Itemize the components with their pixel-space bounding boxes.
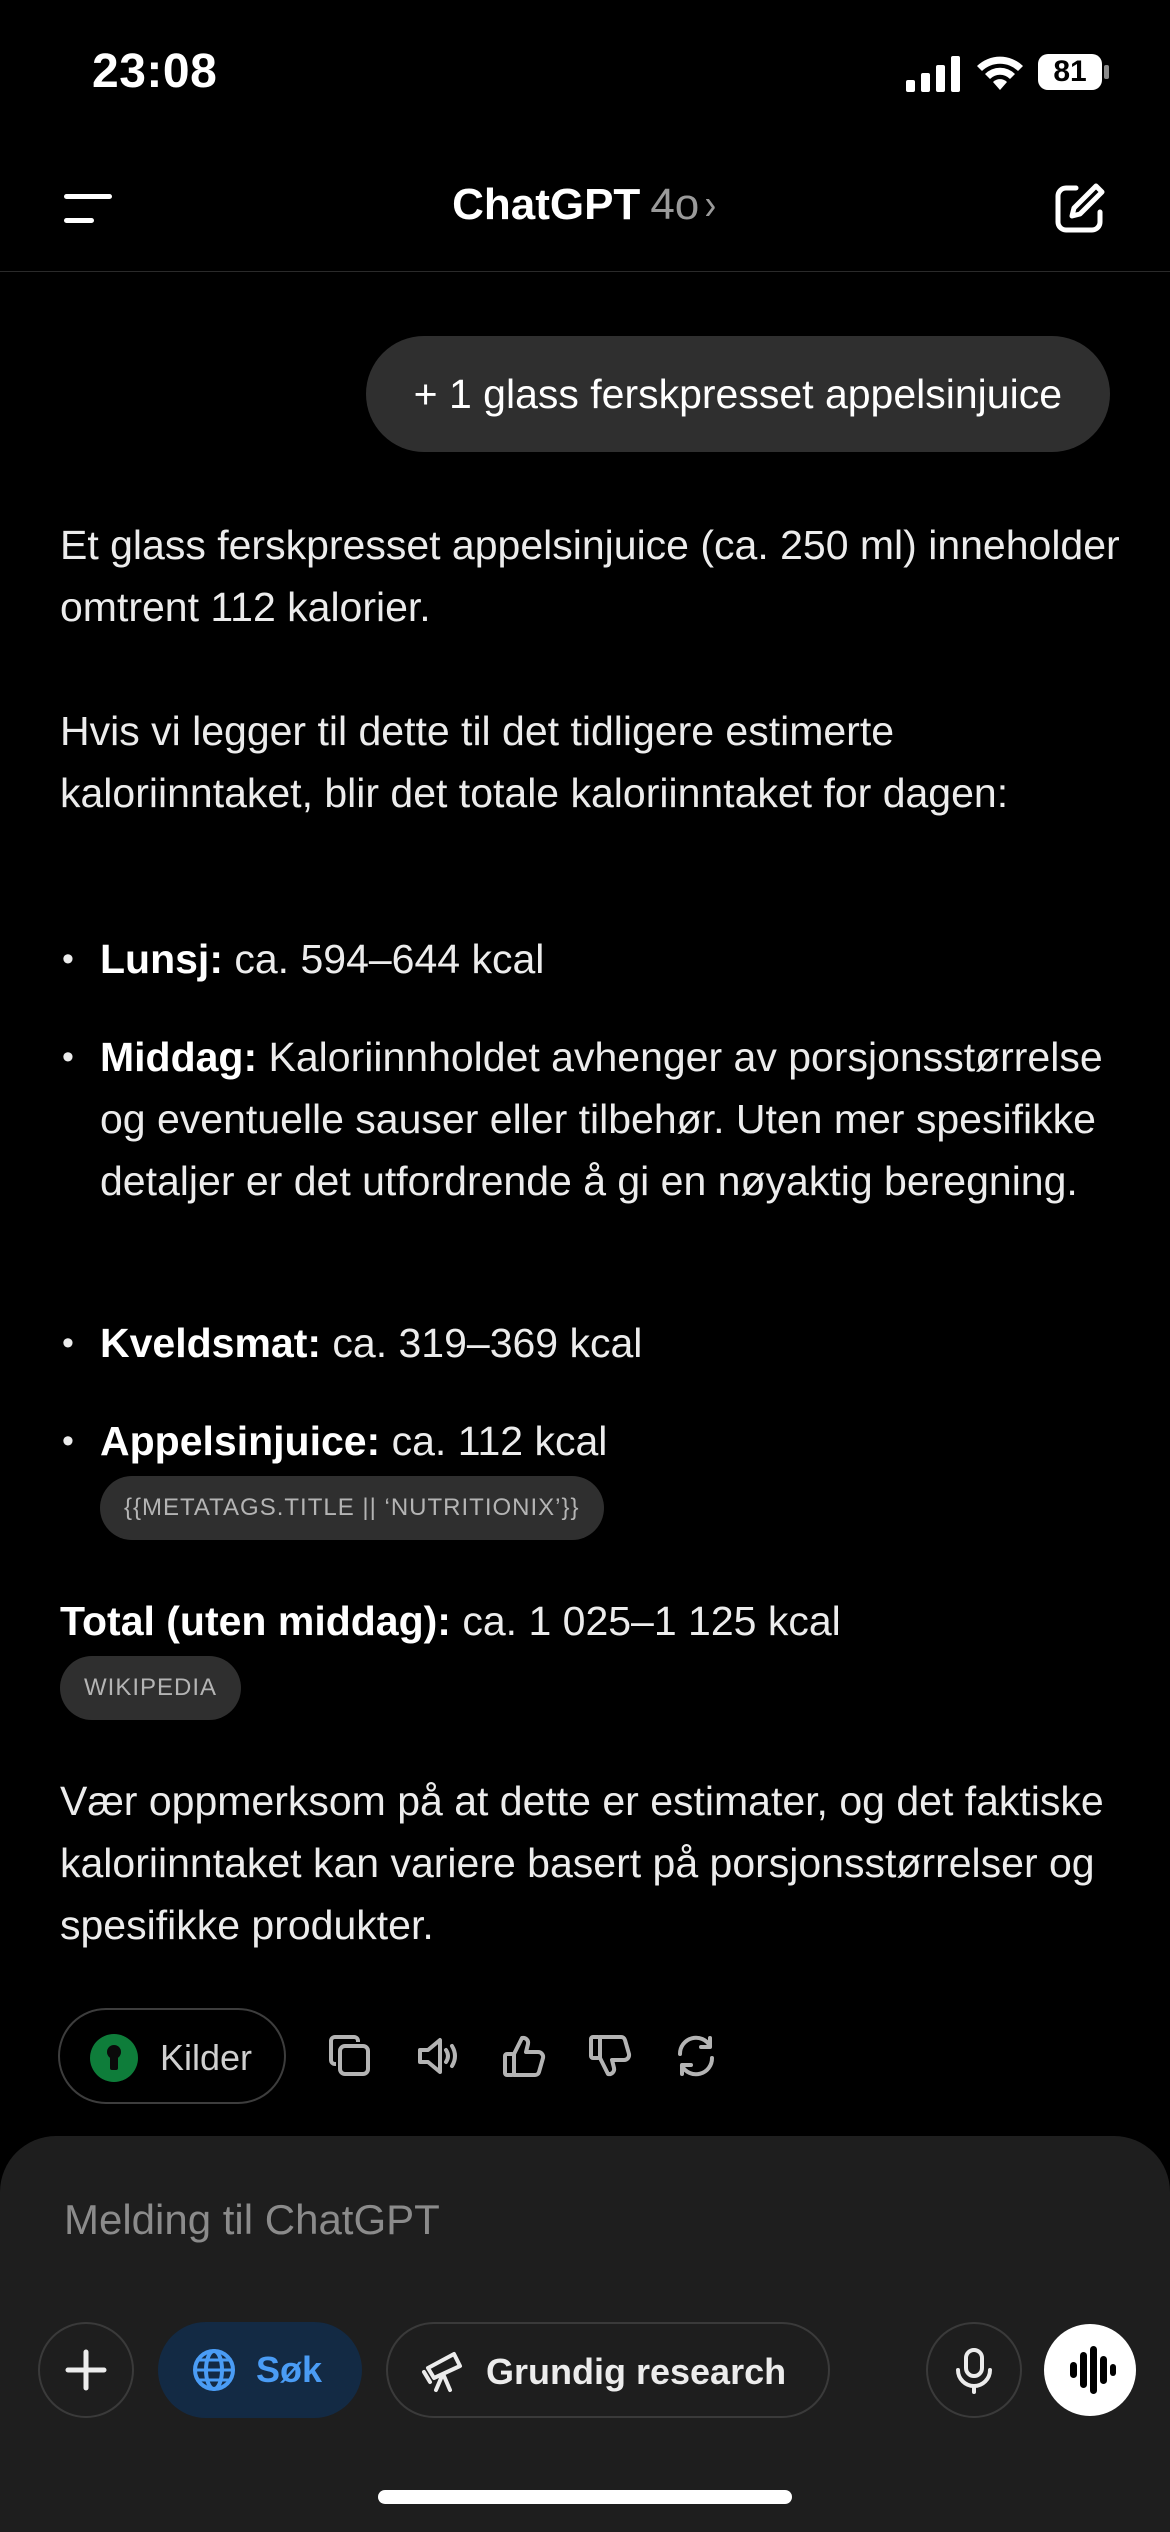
list-item bbox=[60, 1026, 1120, 1212]
list-item bbox=[60, 1410, 1120, 1472]
cellular-signal-icon bbox=[906, 56, 962, 92]
assistant-paragraph: Vær oppmerksom på at dette er estimater, og det faktiske kaloriinntaket kan variere basert på porsjonsstørrelser og spesifikke produkter. bbox=[60, 1778, 1104, 1948]
wifi-icon bbox=[975, 52, 1025, 92]
status-bar bbox=[0, 0, 1170, 150]
user-message-bubble: + 1 glass ferskpresset appelsinjuice bbox=[366, 336, 1110, 452]
assistant-paragraph: Et glass ferskpresset appelsinjuice (ca. 250 ml) inneholder omtrent 112 kalorier. bbox=[60, 522, 1120, 630]
composer bbox=[0, 2136, 1170, 2532]
model-selector[interactable] bbox=[0, 180, 1170, 230]
list-item-label: Kveldsmat: bbox=[100, 1320, 322, 1366]
thumbs-up-icon[interactable] bbox=[500, 2032, 548, 2080]
list-item-text: ca. 594–644 kcal bbox=[222, 936, 545, 982]
message-input[interactable] bbox=[64, 2196, 1064, 2244]
list-item bbox=[60, 928, 1120, 990]
list-item-label: Middag: bbox=[100, 1034, 258, 1080]
chevron-right-icon: › bbox=[704, 180, 717, 229]
list-item-text: Kaloriinnholdet avhenger av porsjonsstørrelse og eventuelle sauser eller tilbehør. Uten mer spesifikke detaljer er det utfordrende å gi en nøyaktig beregning. bbox=[100, 1034, 1103, 1204]
app-title: ChatGPT bbox=[452, 180, 641, 229]
assistant-paragraph: Hvis vi legger til dette til det tidligere estimerte kaloriinntaket, blir det totale kaloriinntaket for dagen: bbox=[60, 708, 1009, 816]
battery-level: 81 bbox=[1053, 55, 1087, 88]
deep-research-button[interactable] bbox=[386, 2322, 830, 2418]
list-item-label: Appelsinjuice: bbox=[100, 1418, 381, 1464]
list-item bbox=[60, 1312, 1120, 1374]
search-button[interactable] bbox=[158, 2322, 362, 2418]
home-indicator bbox=[378, 2490, 792, 2504]
total-label: Total (uten middag): bbox=[60, 1598, 451, 1644]
list-item-label: Lunsj: bbox=[100, 936, 223, 982]
voice-mode-icon bbox=[1044, 2324, 1136, 2416]
plus-icon bbox=[38, 2322, 134, 2418]
citation-chip[interactable]: WIKIPEDIA bbox=[60, 1656, 241, 1720]
telescope-icon bbox=[420, 2346, 468, 2394]
deep-research-label: Grundig research bbox=[486, 2351, 787, 2392]
model-name: 4o bbox=[650, 180, 700, 229]
attach-button[interactable] bbox=[38, 2322, 134, 2418]
dictate-button[interactable] bbox=[926, 2322, 1022, 2418]
microphone-icon bbox=[926, 2322, 1022, 2418]
speaker-icon[interactable] bbox=[414, 2032, 462, 2080]
total-value: ca. 1 025–1 125 kcal bbox=[450, 1598, 841, 1644]
sources-label: Kilder bbox=[160, 2037, 253, 2078]
source-favicon-icon bbox=[90, 2034, 138, 2082]
voice-mode-button[interactable] bbox=[1044, 2324, 1136, 2416]
search-label: Søk bbox=[256, 2349, 323, 2390]
citation-chip[interactable]: {{METATAGS.TITLE || ‘NUTRITIONIX’}} bbox=[100, 1476, 604, 1540]
battery-icon bbox=[1037, 52, 1111, 92]
total-line bbox=[60, 1590, 1120, 1652]
list-item-text: ca. 112 kcal bbox=[380, 1418, 608, 1464]
list-item-text: ca. 319–369 kcal bbox=[321, 1320, 643, 1366]
status-time: 23:08 bbox=[92, 45, 218, 98]
copy-icon[interactable] bbox=[326, 2032, 374, 2080]
sources-button[interactable] bbox=[58, 2008, 286, 2104]
thumbs-down-icon[interactable] bbox=[586, 2032, 634, 2080]
regenerate-icon[interactable] bbox=[672, 2032, 720, 2080]
globe-icon bbox=[190, 2346, 238, 2394]
new-chat-icon[interactable] bbox=[1052, 180, 1108, 236]
header bbox=[0, 150, 1170, 272]
